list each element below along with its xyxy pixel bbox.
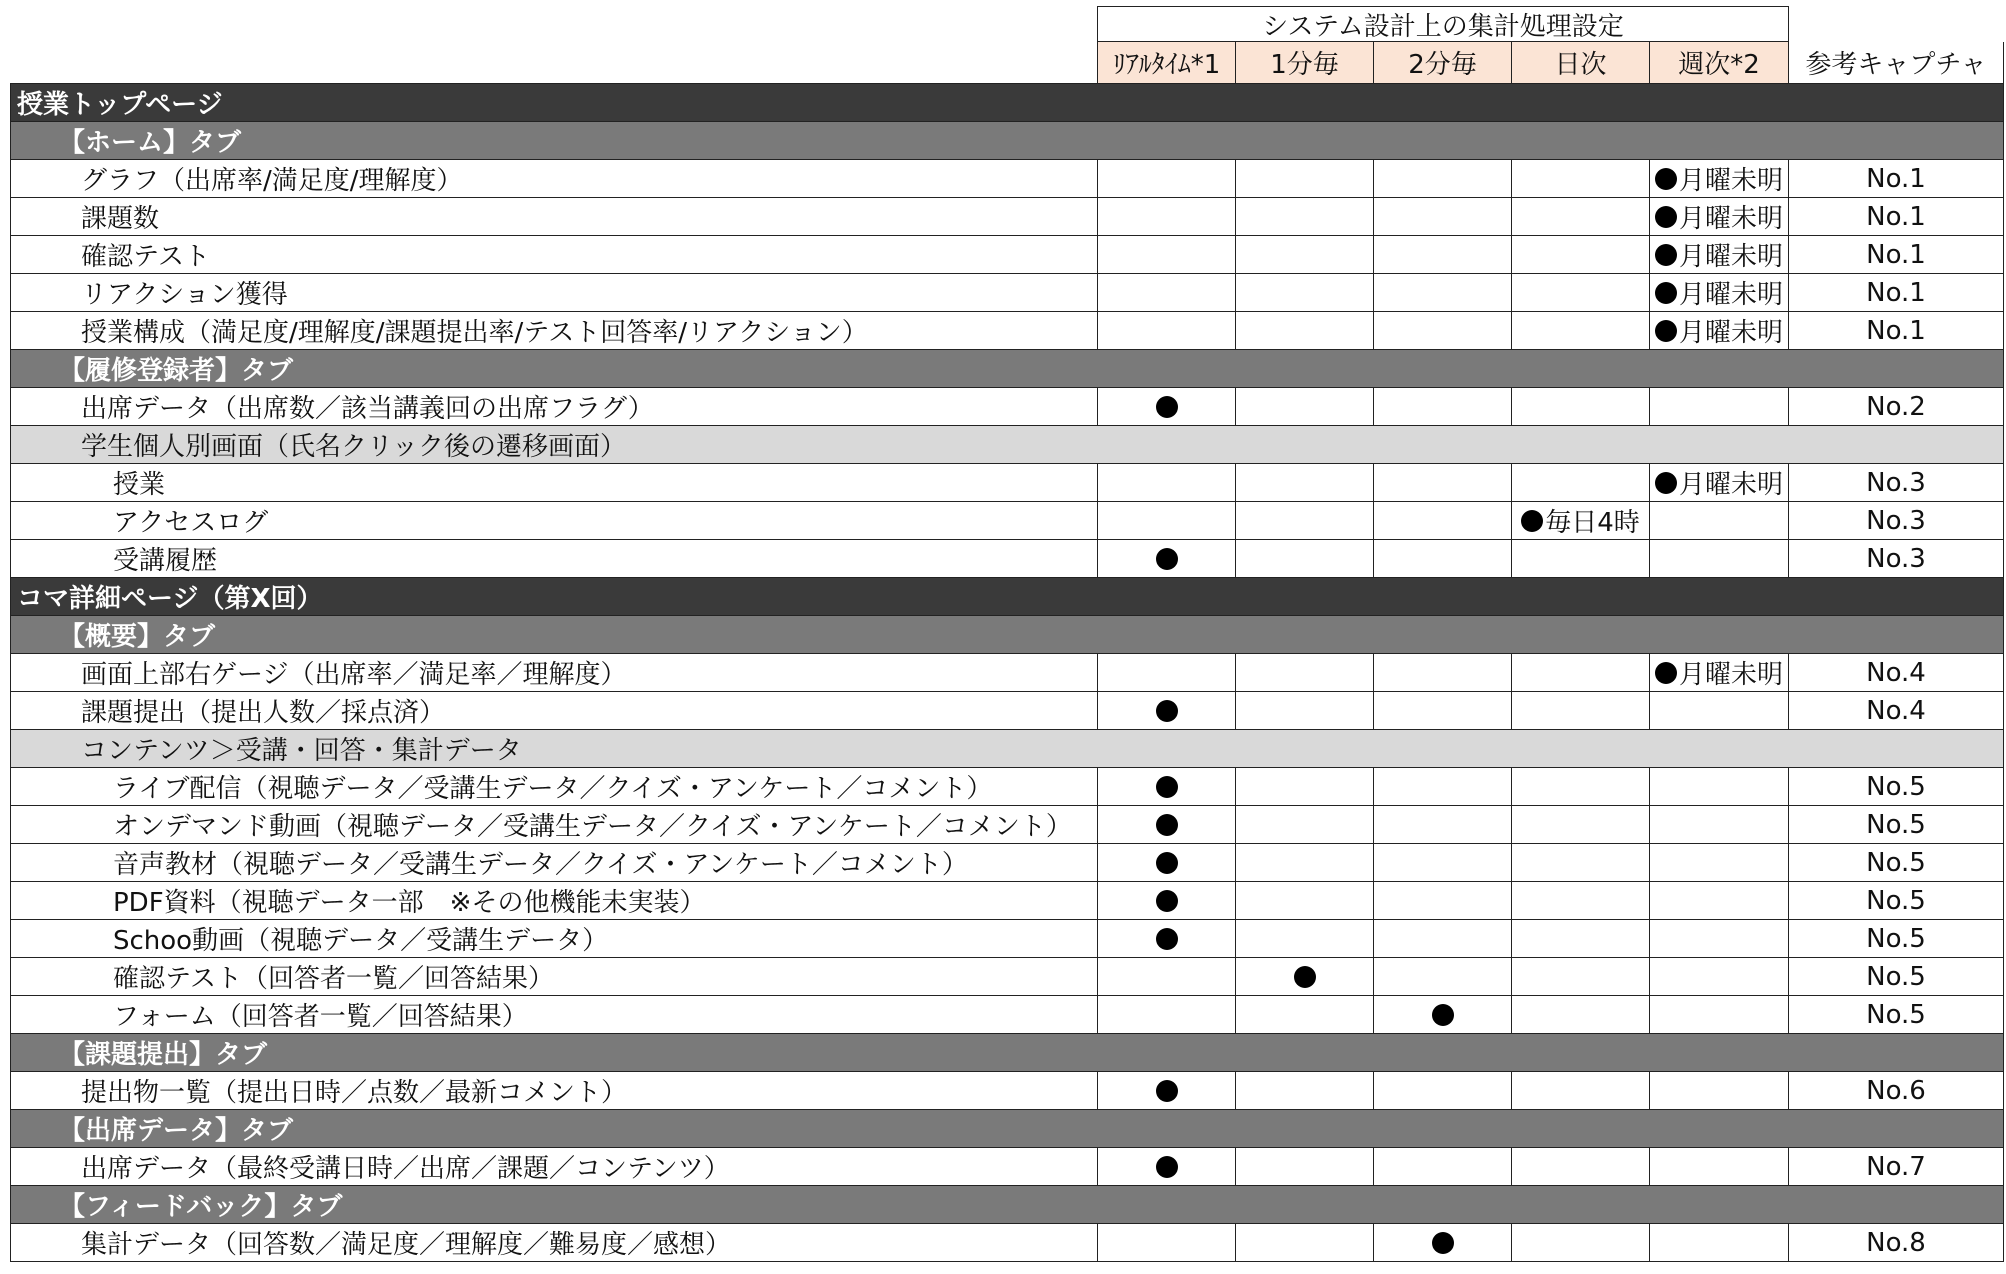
filled-circle-icon	[1156, 852, 1178, 874]
table-row	[11, 1148, 2004, 1186]
group-row	[11, 426, 2004, 464]
table-row	[11, 654, 2004, 692]
cell-2min	[1374, 806, 1512, 844]
item-label: 課題提出（提出人数／採点済）	[11, 692, 1098, 730]
schedule-note: 月曜未明	[1678, 166, 1783, 196]
tab-row	[11, 350, 2004, 388]
cell-1min	[1236, 274, 1374, 312]
cell-daily	[1512, 996, 1650, 1034]
table-row	[11, 312, 2004, 350]
filled-circle-icon	[1156, 814, 1178, 836]
section-row	[11, 84, 2004, 122]
table-row	[11, 540, 2004, 578]
cell-2min	[1374, 692, 1512, 730]
cell-2min	[1374, 236, 1512, 274]
item-label: フォーム（回答者一覧／回答結果）	[11, 996, 1098, 1034]
item-label: 受講履歴	[11, 540, 1098, 578]
cell-weekly	[1650, 464, 1789, 502]
cell-2min	[1374, 654, 1512, 692]
cell-reference: No.5	[1789, 882, 2004, 920]
cell-weekly	[1650, 274, 1789, 312]
filled-circle-icon	[1655, 244, 1677, 266]
cell-1min	[1236, 312, 1374, 350]
cell-1min	[1236, 502, 1374, 540]
filled-circle-icon	[1655, 472, 1677, 494]
cell-2min	[1374, 464, 1512, 502]
cell-weekly	[1650, 388, 1789, 426]
cell-weekly	[1650, 312, 1789, 350]
cell-daily	[1512, 844, 1650, 882]
cell-1min	[1236, 920, 1374, 958]
cell-weekly	[1650, 1148, 1789, 1186]
cell-1min	[1236, 958, 1374, 996]
column-header-row	[11, 42, 2004, 84]
group-title: 学生個人別画面（氏名クリック後の遷移画面）	[11, 426, 2004, 464]
filled-circle-icon	[1156, 1156, 1178, 1178]
table-row	[11, 388, 2004, 426]
tab-title: 【概要】タブ	[11, 616, 2004, 654]
table-row	[11, 1224, 2004, 1262]
cell-realtime	[1098, 882, 1236, 920]
cell-weekly	[1650, 692, 1789, 730]
item-label: 授業構成（満足度/理解度/課題提出率/テスト回答率/リアクション）	[11, 312, 1098, 350]
tab-title: 【履修登録者】タブ	[11, 350, 2004, 388]
tab-row	[11, 1110, 2004, 1148]
cell-2min	[1374, 160, 1512, 198]
cell-realtime	[1098, 160, 1236, 198]
table-row	[11, 464, 2004, 502]
cell-weekly	[1650, 996, 1789, 1034]
column-header-weekly: 週次*2	[1650, 42, 1789, 84]
item-label: 出席データ（出席数／該当講義回の出席フラグ）	[11, 388, 1098, 426]
group-row	[11, 730, 2004, 768]
item-label: 音声教材（視聴データ／受講生データ／クイズ・アンケート／コメント）	[11, 844, 1098, 882]
schedule-note: 月曜未明	[1678, 280, 1783, 310]
table-row	[11, 274, 2004, 312]
item-label: ライブ配信（視聴データ／受講生データ／クイズ・アンケート／コメント）	[11, 768, 1098, 806]
cell-daily	[1512, 806, 1650, 844]
cell-reference: No.1	[1789, 312, 2004, 350]
cell-2min	[1374, 198, 1512, 236]
cell-2min	[1374, 768, 1512, 806]
cell-reference: No.2	[1789, 388, 2004, 426]
cell-reference: No.8	[1789, 1224, 2004, 1262]
filled-circle-icon	[1655, 206, 1677, 228]
cell-1min	[1236, 388, 1374, 426]
cell-daily	[1512, 502, 1650, 540]
cell-weekly	[1650, 160, 1789, 198]
cell-2min	[1374, 958, 1512, 996]
filled-circle-icon	[1294, 966, 1316, 988]
cell-2min	[1374, 388, 1512, 426]
section-title: 授業トップページ	[11, 84, 2004, 122]
cell-1min	[1236, 1072, 1374, 1110]
tab-row	[11, 122, 2004, 160]
group-title: コンテンツ＞受講・回答・集計データ	[11, 730, 2004, 768]
cell-realtime	[1098, 274, 1236, 312]
cell-1min	[1236, 1148, 1374, 1186]
schedule-note: 月曜未明	[1678, 318, 1783, 348]
cell-weekly	[1650, 806, 1789, 844]
filled-circle-icon	[1655, 282, 1677, 304]
tab-row	[11, 1034, 2004, 1072]
table-row	[11, 236, 2004, 274]
cell-weekly	[1650, 958, 1789, 996]
cell-2min	[1374, 502, 1512, 540]
item-label: 課題数	[11, 198, 1098, 236]
cell-weekly	[1650, 654, 1789, 692]
tab-title: 【フィードバック】タブ	[11, 1186, 2004, 1224]
cell-1min	[1236, 768, 1374, 806]
cell-weekly	[1650, 236, 1789, 274]
cell-realtime	[1098, 654, 1236, 692]
section-row	[11, 578, 2004, 616]
cell-daily	[1512, 388, 1650, 426]
item-label: 確認テスト（回答者一覧／回答結果）	[11, 958, 1098, 996]
schedule-note: 月曜未明	[1678, 660, 1783, 690]
table-row	[11, 844, 2004, 882]
tab-row	[11, 616, 2004, 654]
cell-2min	[1374, 1072, 1512, 1110]
column-header-daily: 日次	[1512, 42, 1650, 84]
cell-reference: No.4	[1789, 692, 2004, 730]
cell-reference: No.1	[1789, 198, 2004, 236]
cell-weekly	[1650, 198, 1789, 236]
filled-circle-icon	[1521, 510, 1543, 532]
item-label: 集計データ（回答数／満足度／理解度／難易度／感想）	[11, 1224, 1098, 1262]
cell-weekly	[1650, 540, 1789, 578]
cell-realtime	[1098, 464, 1236, 502]
item-label: アクセスログ	[11, 502, 1098, 540]
cell-1min	[1236, 844, 1374, 882]
cell-weekly	[1650, 1224, 1789, 1262]
item-label: グラフ（出席率/満足度/理解度）	[11, 160, 1098, 198]
schedule-note: 毎日4時	[1545, 508, 1640, 538]
cell-reference: No.5	[1789, 996, 2004, 1034]
cell-1min	[1236, 806, 1374, 844]
item-label: 授業	[11, 464, 1098, 502]
cell-reference: No.5	[1789, 844, 2004, 882]
cell-reference: No.5	[1789, 920, 2004, 958]
filled-circle-icon	[1655, 168, 1677, 190]
cell-1min	[1236, 464, 1374, 502]
filled-circle-icon	[1156, 548, 1178, 570]
cell-reference: No.5	[1789, 806, 2004, 844]
cell-daily	[1512, 692, 1650, 730]
cell-reference: No.1	[1789, 236, 2004, 274]
cell-2min	[1374, 1224, 1512, 1262]
cell-realtime	[1098, 806, 1236, 844]
cell-reference: No.3	[1789, 464, 2004, 502]
filled-circle-icon	[1156, 1080, 1178, 1102]
cell-1min	[1236, 236, 1374, 274]
cell-reference: No.5	[1789, 768, 2004, 806]
tab-title: 【課題提出】タブ	[11, 1034, 2004, 1072]
cell-weekly	[1650, 920, 1789, 958]
schedule-note: 月曜未明	[1678, 204, 1783, 234]
cell-weekly	[1650, 1072, 1789, 1110]
cell-realtime	[1098, 312, 1236, 350]
item-label: リアクション獲得	[11, 274, 1098, 312]
cell-realtime	[1098, 1148, 1236, 1186]
cell-realtime	[1098, 1224, 1236, 1262]
cell-1min	[1236, 198, 1374, 236]
cell-reference: No.5	[1789, 958, 2004, 996]
cell-weekly	[1650, 768, 1789, 806]
column-header-reference: 参考キャプチャ	[1789, 42, 2004, 84]
cell-daily	[1512, 312, 1650, 350]
cell-realtime	[1098, 198, 1236, 236]
cell-reference: No.3	[1789, 502, 2004, 540]
cell-weekly	[1650, 882, 1789, 920]
cell-2min	[1374, 844, 1512, 882]
table-row	[11, 920, 2004, 958]
cell-daily	[1512, 958, 1650, 996]
table-row	[11, 160, 2004, 198]
cell-weekly	[1650, 502, 1789, 540]
cell-daily	[1512, 920, 1650, 958]
cell-1min	[1236, 160, 1374, 198]
table-row	[11, 1072, 2004, 1110]
cell-daily	[1512, 1072, 1650, 1110]
item-label: オンデマンド動画（視聴データ／受講生データ／クイズ・アンケート／コメント）	[11, 806, 1098, 844]
cell-realtime	[1098, 1072, 1236, 1110]
cell-realtime	[1098, 996, 1236, 1034]
cell-realtime	[1098, 768, 1236, 806]
cell-2min	[1374, 274, 1512, 312]
cell-1min	[1236, 540, 1374, 578]
cell-daily	[1512, 198, 1650, 236]
cell-1min	[1236, 882, 1374, 920]
item-label: Schoo動画（視聴データ／受講生データ）	[11, 920, 1098, 958]
cell-1min	[1236, 1224, 1374, 1262]
filled-circle-icon	[1432, 1004, 1454, 1026]
cell-2min	[1374, 882, 1512, 920]
cell-weekly	[1650, 844, 1789, 882]
column-header-1min: 1分毎	[1236, 42, 1374, 84]
item-label: 画面上部右ゲージ（出席率／満足率／理解度）	[11, 654, 1098, 692]
cell-1min	[1236, 996, 1374, 1034]
column-group-title: システム設計上の集計処理設定	[1097, 6, 1789, 42]
item-label: 確認テスト	[11, 236, 1098, 274]
cell-daily	[1512, 768, 1650, 806]
cell-daily	[1512, 654, 1650, 692]
cell-2min	[1374, 920, 1512, 958]
filled-circle-icon	[1156, 396, 1178, 418]
table-row	[11, 198, 2004, 236]
table-row	[11, 692, 2004, 730]
cell-2min	[1374, 312, 1512, 350]
cell-reference: No.7	[1789, 1148, 2004, 1186]
cell-daily	[1512, 236, 1650, 274]
table-row	[11, 882, 2004, 920]
table-row	[11, 806, 2004, 844]
item-label: 提出物一覧（提出日時／点数／最新コメント）	[11, 1072, 1098, 1110]
cell-daily	[1512, 160, 1650, 198]
cell-1min	[1236, 692, 1374, 730]
cell-realtime	[1098, 920, 1236, 958]
schedule-note: 月曜未明	[1678, 242, 1783, 272]
item-label: 出席データ（最終受講日時／出席／課題／コンテンツ）	[11, 1148, 1098, 1186]
aggregation-table	[10, 41, 2004, 1262]
cell-realtime	[1098, 540, 1236, 578]
filled-circle-icon	[1432, 1232, 1454, 1254]
cell-daily	[1512, 274, 1650, 312]
cell-realtime	[1098, 236, 1236, 274]
section-title: コマ詳細ページ（第X回）	[11, 578, 2004, 616]
cell-reference: No.4	[1789, 654, 2004, 692]
cell-reference: No.1	[1789, 160, 2004, 198]
cell-realtime	[1098, 502, 1236, 540]
cell-realtime	[1098, 388, 1236, 426]
cell-realtime	[1098, 692, 1236, 730]
tab-title: 【出席データ】タブ	[11, 1110, 2004, 1148]
cell-daily	[1512, 1148, 1650, 1186]
cell-realtime	[1098, 958, 1236, 996]
filled-circle-icon	[1156, 700, 1178, 722]
table-row	[11, 502, 2004, 540]
column-header-2min: 2分毎	[1374, 42, 1512, 84]
table-row	[11, 996, 2004, 1034]
filled-circle-icon	[1655, 662, 1677, 684]
cell-2min	[1374, 996, 1512, 1034]
cell-1min	[1236, 654, 1374, 692]
cell-daily	[1512, 882, 1650, 920]
cell-2min	[1374, 540, 1512, 578]
tab-row	[11, 1186, 2004, 1224]
filled-circle-icon	[1156, 928, 1178, 950]
filled-circle-icon	[1655, 320, 1677, 342]
table-row	[11, 958, 2004, 996]
tab-title: 【ホーム】タブ	[11, 122, 2004, 160]
item-label: PDF資料（視聴データ一部 ※その他機能未実装）	[11, 882, 1098, 920]
cell-daily	[1512, 540, 1650, 578]
cell-daily	[1512, 464, 1650, 502]
filled-circle-icon	[1156, 890, 1178, 912]
cell-reference: No.1	[1789, 274, 2004, 312]
cell-realtime	[1098, 844, 1236, 882]
cell-reference: No.6	[1789, 1072, 2004, 1110]
cell-2min	[1374, 1148, 1512, 1186]
filled-circle-icon	[1156, 776, 1178, 798]
header-blank-cell	[11, 42, 1098, 84]
column-header-realtime: ﾘｱﾙﾀｲﾑ*1	[1098, 42, 1236, 84]
schedule-note: 月曜未明	[1678, 470, 1783, 500]
cell-reference: No.3	[1789, 540, 2004, 578]
cell-daily	[1512, 1224, 1650, 1262]
table-row	[11, 768, 2004, 806]
